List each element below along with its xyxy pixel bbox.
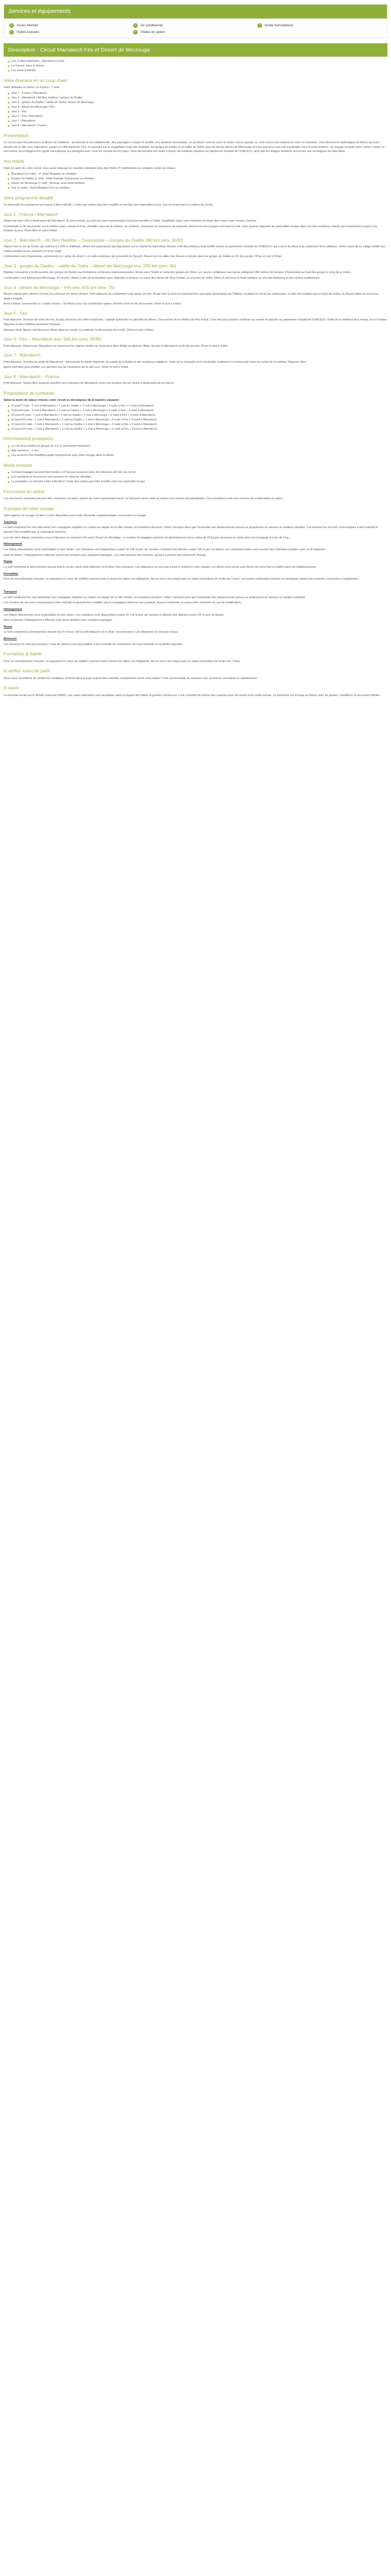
section-heading-voyage: A propos de votre voyage bbox=[4, 505, 54, 511]
votre-text: Votre itinéraire au Maroc en 8 jours / 7 nuits bbox=[4, 86, 60, 90]
section-heading-votre: Votre itinéraire en un coup d'oeil bbox=[4, 78, 67, 83]
block-paragraph: Le tarif comprend les vols aller/retour sur compagnie régulière ou charter au départ de la ville choisie, les transferts aéroport / hôtel / aéroport ainsi que l'ensemble des déplacements prévus au programme en autocar ou minibus climatisé. Les horaires de vol sont communiqués à titre indicatif et peuvent être modifiés par la compagnie aérienne. bbox=[4, 526, 378, 534]
service-label: Visites en option bbox=[140, 30, 166, 34]
propositions-text: Selon la durée de séjour choisie, votre circuit se décompose de la manière suivante : bbox=[4, 399, 121, 402]
itinerary-item: Jour 2 : Marrakech / Aït Ben Haddou / gorges du Dadès bbox=[8, 96, 387, 100]
service-item bbox=[257, 22, 381, 29]
hotel-item: Fès (2 nuits) : Hotel Mogador Fès ou similaire bbox=[8, 186, 387, 191]
combo-item: 8 jours/7 nuits : 1 nuit à Marrakech + 1 nuit au Dadès + 1 nuit à Merzouga + 2 nuits à Fès + 2 nuits à Marrakech bbox=[8, 404, 387, 409]
service-item bbox=[9, 29, 133, 36]
day-paragraph: Petit-déjeuner. Temps libre jusqu'au transfert vers l'aéroport de Marrakech selon vos horaires de vol. Envol à destination de la France. bbox=[4, 382, 174, 385]
block-paragraph: Les hôtels sélectionnés sont confortables et bien situés. Les chambres sont disponibles à partir de 14h le jour de l'arrivée et doivent être libérées avant 12h le jour du départ. Les chambres triples sont souvent des chambres doubles avec un lit d'appoint. bbox=[4, 548, 326, 551]
itinerary-item: Jour 8 : Marrakech / France bbox=[8, 124, 387, 128]
block-title: Repas bbox=[4, 625, 12, 629]
combo-item: 11 jours/10 nuits : 1 nuit à Marrakech + 1 nuit au Dadès + 1 nuit à Merzouga + 2 nuits à Fès + 5 nuits à Marrakech bbox=[8, 418, 387, 422]
section-heading-hotels: Vos hôtels bbox=[4, 158, 24, 164]
check-icon: ✓ bbox=[9, 30, 14, 35]
block-title: Hébergement bbox=[4, 543, 22, 546]
transport-blocks bbox=[4, 520, 387, 582]
day-paragraph: Promenade en fin de journée sur la célèbre place Jemaa El Fna, véritable cœur de la médina, où conteurs, musiciens et charmeurs de serpents animent les lieux jusque tard dans la nuit. Vous pourrez déguster les spécialités locales dans l'un des nombreux stands qui envahissent la place à la tombée du jour. Dîner libre et nuit à l'hôtel. bbox=[4, 225, 377, 233]
services-title: Services et équipements bbox=[4, 5, 387, 19]
day-paragraph: Déjeuner libre. Après-midi libre pour flâner dans les souks ou continuer la découverte de la ville. Dîner et nuit à l'hôtel. bbox=[4, 328, 154, 332]
hotel-item: Marrakech (2 nuits) : 3* Hotel Mogador ou similaire bbox=[8, 172, 387, 177]
service-item bbox=[133, 22, 257, 29]
formalites-text: Pour les ressortissants français, un passeport en cours de validité couvrant toute la durée du séjour est obligatoire. Aucun visa n'est requis pour un séjour touristique de moins de 3 mois. bbox=[4, 659, 241, 663]
block-paragraph: Le tarif comprend les vols aller/retour sur compagnie régulière ou charter au départ de la ville choisie, les transferts aéroport / hôtel / aéroport ainsi que l'ensemble des déplacements prévus au programme en autocar ou minibus climatisé. bbox=[4, 596, 306, 599]
programme-text: Ce descriptif du programme est donné à titre indicatif. L'ordre des visites peut être modifié en fonction des impératifs locaux, tout en respectant le contenu du circuit. bbox=[4, 203, 214, 207]
hotels-text: Dans le cadre de votre circuit, vous serez hébergé en chambre standard dans des hôtels 3* traditionnels ou similaires selon les étapes : bbox=[4, 167, 177, 171]
section-heading-formalites: Formalités & Santé bbox=[4, 651, 42, 657]
mode-list bbox=[4, 470, 387, 484]
section-heading-propositions: Propositions de combinés bbox=[4, 390, 55, 396]
day-title: Jour 8 : Marrakech – France bbox=[4, 374, 59, 379]
intro-item: Les 3 villes impériales : Marrakech et Fès bbox=[8, 59, 387, 64]
block-title: Hébergement bbox=[4, 607, 22, 611]
day-paragraph: Matinée consacrée à la découverte des gorges du Dadès aux formations rocheuses impressionnantes. Route vers Tinghir et visite des gorges du Todra, un canyon vertigineux aux parois atteignant 300 mètres de hauteur. Promenade au fond des gorges le long de la rivière. bbox=[4, 271, 352, 275]
info-item: Age minimum : 2 ans bbox=[8, 449, 387, 453]
day-paragraph: Départ vers le col du Tichka qui culmine à 2 260 m d'altitude, offrant des panoramas spectaculaires sur la chaîne du Haut Atlas. Arrivée à Aït Ben Haddou, ksar fortifié classé au patrimoine mondial de l'UNESCO, qui a servi de décor à de nombreux films célèbres. Visite à pied de ce village fortifié aux ruelles étroites et aux maisons en terre rouge. bbox=[4, 245, 385, 253]
service-item bbox=[133, 29, 257, 36]
service-label: Visites incluses bbox=[17, 30, 40, 34]
day-paragraph: Petit-déjeuner. Journée de visite de Fès, la plus ancienne des villes impériales, capitale spirituelle et culturelle du Maroc. Découverte de la médina de Fès el-Bali, l'une des plus grandes médinas au monde et classée au patrimoine mondial de l'UNESCO. Visite de la médersa Bou Inania, de la fontaine Nejjarine et des célèbres tanneries Chouara. bbox=[4, 318, 387, 326]
section-heading-programme: Votre programme détaillé bbox=[4, 195, 54, 200]
block-title: Formalités bbox=[4, 572, 19, 575]
transport-blocks-2 bbox=[4, 590, 387, 647]
block-paragraph: Pour les ressortissants français, un passeport en cours de validité couvrant toute la durée du séjour est obligatoire. Aucun visa n'est requis pour un séjour touristique de moins de 3 mois. Les autres nationalités doivent se renseigner auprès des autorités consulaires compétentes. bbox=[4, 578, 359, 581]
check-icon: ✓ bbox=[257, 23, 262, 28]
intro-list bbox=[4, 59, 387, 73]
day-paragraph: Petit-déjeuner. Départ pour Marrakech en traversant les plaines fertiles du Saïss puis Béni Mellal au pied de l'Atlas. Arrivée à Marrakech en fin de journée. Dîner et nuit à l'hôtel. bbox=[4, 344, 229, 348]
block-paragraph: Les boissons ne sont pas incluses. L'eau du robinet n'est pas potable, il est conseillé de consommer de l'eau minérale en bouteille capsulée. bbox=[4, 642, 183, 646]
day-title: Jour 6 : Fès – Marrakech env. 540 km (env. 5h30) bbox=[4, 336, 102, 342]
section-heading-mode: Mode d'emploi bbox=[4, 462, 32, 468]
day-paragraph: Après-midi libre pour profiter une dernière fois de l'ambiance de la ville ocre. Dîner et nuit à l'hôtel. bbox=[4, 366, 129, 369]
combo-item: 12 jours/11 nuits : 1 nuit à Marrakech + 1 nuit au Dadès + 1 nuit à Merzouga + 2 nuits à Fès + 6 nuits à Marrakech bbox=[8, 422, 387, 427]
voyage-text: Votre agence de voyage se tient à votre disposition pour toute demande complémentaire concernant ce voyage : bbox=[4, 514, 148, 517]
day-paragraph: Continuation vers Ouarzazate, surnommée la « porte du désert » et visite extérieure de la kasbah de Taourirt. Route vers la vallée des Roses et arrivée dans les gorges du Dadès en fin de journée. Dîner et nuit à l'hôtel. bbox=[4, 255, 282, 259]
hotel-item: Gorges du Dadès (1 nuit) : Hôtel Kasbah Tizzarouine ou similaire bbox=[8, 177, 387, 181]
block-title: Transport bbox=[4, 590, 17, 594]
savoir-text: La monnaie locale est le dirham marocain (MAD). Les cartes bancaires sont acceptées dans la plupart des hôtels et grands commerces. Il est conseillé de prévoir des espèces pour les souks et les petits achats. Le pourboire est d'usage au Maroc pour les guides, chauffeurs et personnel hôtelier. bbox=[4, 693, 381, 697]
itinerary-item: Jour 7 : Marrakech bbox=[8, 119, 387, 124]
section-heading-verifier: A vérifier avant de partir bbox=[4, 668, 51, 674]
day-paragraph: Petit-déjeuner. Journée de visite de Marrakech : découverte du jardin Majorelle, du palais de la Bahia et des tombeaux saâdiens. Visite de la mosquée de la Koutoubia (extérieur) et promenade dans les souks de la médina. Déjeuner libre. bbox=[4, 360, 307, 364]
presentation-text: Ce circuit vous fera découvrir le Maroc de l'intérieur : au-delà de la vie traditionnelle, des paysages à couper le souffle, des kasbahs ancestrales, ou du désert comme vous ne l'aviez encore jamais vu, vous vivrez une expérience riche en émotions. Une découverte authentique du Maroc qui vous mènera de la ville ocre, Marrakech, jusqu'à la ville impériale, Fès, en passant par la magnifique route des kasbahs, les gorges du Dadès et la vallée de Todra, puis les dunes dorées de Merzouga où vous passerez une nuit inoubliable sous la tente berbère. Un voyage complet entre culture, nature et rencontres, accompagné d'un guide francophone qui partagera avec vous les secrets de son pays. Vous découvrirez les souks colorés, les médinas classées au patrimoine mondial de l'UNESCO, ainsi que les villages berbères accrochés aux montagnes du Haut Atlas. bbox=[4, 141, 385, 154]
day-paragraph: Arrêt à Ifrane, surnommée la « petite Suisse » du Maroc pour son architecture alpine. Arrivée à Fès en fin de journée. Dîner et nuit à l'hôtel. bbox=[4, 302, 182, 306]
info-item: Les services d'un chauffeur-guide francophone pour votre voyage dans le désert bbox=[8, 453, 387, 458]
section-heading-info: Information(s) pratique(s) bbox=[4, 436, 54, 442]
block-paragraph: Le tarif comprend la demi-pension durant tout le circuit, soit le petit-déjeuner et le dîner, hors boissons. Les déjeuners ne sont pas inclus. bbox=[4, 631, 178, 634]
info-list bbox=[4, 444, 387, 458]
check-icon: ✓ bbox=[133, 30, 138, 35]
block-paragraph: Dans le désert, l'hébergement s'effectue sous tente berbère avec sanitaires partagés. bbox=[4, 619, 113, 622]
itinerary-item: Jour 6 : Fès / Marrakech bbox=[8, 114, 387, 119]
hotels-list bbox=[4, 172, 387, 191]
itinerary-item: Jour 3 : gorges du Dadès / vallée de Todra / désert de Merzouga bbox=[8, 100, 387, 105]
excursions-text: Les excursions suivantes peuvent être réservées sur place auprès de notre représentant local. Le tarif peut varier selon la saison et le nombre de participants. Ces prestations sont sous réserve de confirmation sur place. bbox=[4, 497, 284, 501]
itinerary-item: Jour 1 : France / Marrakech bbox=[8, 91, 387, 96]
combos-list bbox=[4, 404, 387, 432]
day-title: Jour 5 : Fès bbox=[4, 311, 27, 316]
section-heading-excursions: Excursions en option bbox=[4, 488, 45, 494]
block-paragraph: Lors de votre départ, présentez-vous à l'aéroport au minimum 2h avant l'heure de décollage. Le nombre de bagages autorisé est généralement d'une valise de 20 kg par personne en soute ainsi qu'un bagage à main de 5 kg. bbox=[4, 536, 289, 539]
section-heading-presentation: Présentation bbox=[4, 132, 29, 138]
block-paragraph: Le tarif comprend la demi-pension durant tout le circuit, soit le petit-déjeuner et le dîner, hors boissons. Les déjeuners ne sont pas inclus et restent à votre charge. Les dîners sont servis sous forme de menu fixe ou buffet selon les établissements. bbox=[4, 565, 317, 569]
info-item: Le circuit se réalise en groupe de 2 à 17 personnes maximum bbox=[8, 444, 387, 449]
section-heading-savoir: A savoir bbox=[4, 685, 20, 691]
day-title: Jour 7 : Marrakech bbox=[4, 352, 41, 358]
block-title: Boissons bbox=[4, 637, 17, 641]
services-list bbox=[4, 19, 387, 38]
day-paragraph: Réveil matinal pour admirer le lever du soleil sur les dunes dorées. Petit-déjeuner au campement puis retour en 4x4. Route vers le nord en traversant les paysages désertiques du Tafilalet, la vallée du Ziz et ses palmeraies, la ville d'Errachidia puis la forêt de cèdres du Moyen Atlas où vivent les singes magots. bbox=[4, 293, 379, 300]
intro-item: Les oasis d'altitude bbox=[8, 69, 387, 73]
day-paragraph: Départ de votre ville à destination de Marrakech. À votre arrivée, accueil par notre représentant local puis transfert à l'hôtel. Installation dans votre chambre et temps libre selon votre horaire d'arrivée. bbox=[4, 219, 257, 223]
itinerary-list bbox=[4, 91, 387, 128]
days-list bbox=[4, 211, 387, 386]
service-label: Air conditionné bbox=[140, 23, 163, 27]
check-icon: ✓ bbox=[133, 23, 138, 28]
mode-item: La prestation est donnée à titre indicatif et l'ordre des visites peut être modifié selon les impératifs locaux bbox=[8, 480, 387, 484]
block-paragraph: Les horaires de vol sont communiqués à titre indicatif et peuvent être modifiés par la compagnie aérienne sans préavis. Aucune indemnité ne pourra être réclamée en cas de modification. bbox=[4, 601, 242, 605]
itinerary-item: Jour 5 : Fès bbox=[8, 110, 387, 114]
combo-item: 10 jours/9 nuits : 1 nuit à Marrakech + 1 nuit au Dadès + 1 nuit à Merzouga + 2 nuits à Fès + 4 nuits à Marrakech bbox=[8, 413, 387, 418]
itinerary-item: Jour 4 : désert de Merzouga / Fès bbox=[8, 105, 387, 110]
block-title: Transport bbox=[4, 520, 17, 524]
combo-item: 9 jours/8 nuits : 1 nuit à Marrakech + 1 nuit au Dadès + 1 nuit à Merzouga + 2 nuits à Fès + 3 nuits à Marrakech bbox=[8, 409, 387, 413]
day-title: Jour 3 : gorges du Dadès – vallée de Todra – désert de Merzouga env. 280 km (env. 4h) bbox=[4, 263, 176, 269]
day-title: Jour 4 : désert de Merzouga – Fès env. 470 km (env. 7h) bbox=[4, 284, 115, 290]
verifier-text: Nous vous conseillons de vérifier les conditions d'entrée dans le pays auprès des autorités compétentes avant votre départ. Il est recommandé de souscrire une assurance annulation et rapatriement. bbox=[4, 676, 257, 680]
mode-item: Certains bagages peuvent être limités à 15 kg par personne dans les véhicules 4x4 lors du circuit bbox=[8, 470, 387, 475]
service-item bbox=[9, 22, 133, 29]
day-title: Jour 2 : Marrakech – Aït Ben Haddou – Ouarzazate – Gorges du Dadès 360 km (env. 5h30) bbox=[4, 237, 184, 243]
block-paragraph: Dans le désert, l'hébergement s'effectue sous tente berbère avec sanitaires partagés. Les nuits peuvent être fraîches, pensez à prévoir des vêtements chauds. bbox=[4, 553, 207, 557]
intro-item: Le Ksours, dans le désert bbox=[8, 64, 387, 69]
service-label: Accès Internet bbox=[17, 23, 38, 27]
block-paragraph: Les hôtels sélectionnés sont confortables et bien situés. Les chambres sont disponibles à partir de 14h le jour de l'arrivée et doivent être libérées avant 12h le jour du départ. bbox=[4, 613, 224, 617]
check-icon: ✓ bbox=[9, 23, 14, 28]
day-title: Jour 1 : France / Marrakech bbox=[4, 211, 58, 217]
day-paragraph: Continuation vers Erfoud puis Merzouga. À l'arrivée, départ à dos de dromadaire pour rejoindre le bivouac au cœur des dunes de l'Erg Chebbi, au coucher du soleil. Dîner et nuit sous la tente berbère au son des tambours et des chants traditionnels. bbox=[4, 277, 321, 280]
services-box bbox=[4, 4, 387, 38]
combo-item: 15 jours/14 nuits : 1 nuit à Marrakech + 1 nuit au Dadès + 1 nuit à Merzouga + 2 nuits à Fès + 9 nuits à Marrakech bbox=[8, 427, 387, 432]
hotel-item: Désert de Merzouga (1 nuit) : Bivouac sous tente berbère bbox=[8, 181, 387, 186]
block-title: Repas bbox=[4, 560, 12, 564]
mode-item: Les transferts et excursions sont assurés en véhicule climatisé bbox=[8, 475, 387, 480]
service-label: Guide francophone bbox=[264, 23, 294, 27]
tour-title: Description - Circuit Marrakech Fès et Désert de Merzouga bbox=[4, 43, 387, 57]
page bbox=[0, 0, 391, 719]
